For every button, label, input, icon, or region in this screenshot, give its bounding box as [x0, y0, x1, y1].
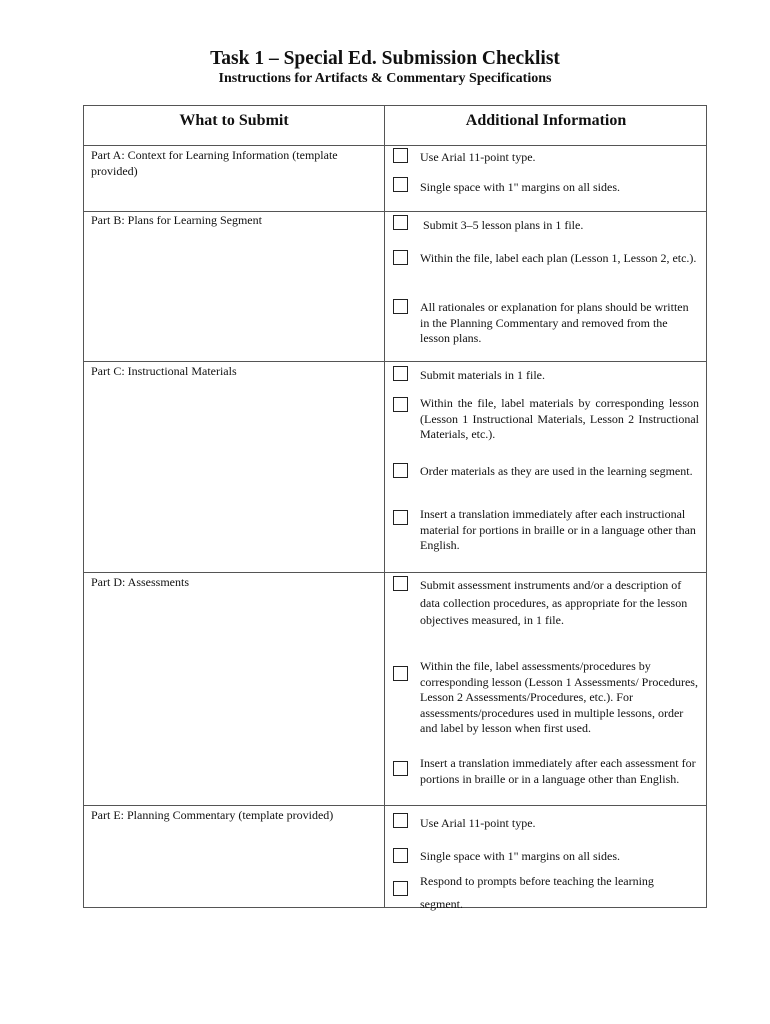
item-text: Use Arial 11-point type.	[420, 150, 536, 164]
checkbox[interactable]	[393, 761, 408, 776]
row-divider	[84, 361, 706, 362]
page-subtitle: Instructions for Artifacts & Commentary Specifications	[218, 71, 552, 86]
item-text: Submit assessment instruments and/or a description of data collection procedures, as appropriate for the lesson objectives measured, in 1 file.	[420, 578, 688, 627]
checkbox[interactable]	[393, 666, 408, 681]
checkbox[interactable]	[393, 148, 408, 163]
checkbox[interactable]	[393, 510, 408, 525]
item-text: Insert a translation immediately after each assessment for portions in braille or in a language other than English.	[420, 756, 696, 786]
checkbox[interactable]	[393, 463, 408, 478]
part-a-label: Part A: Context for Learning Information (template provided)	[91, 148, 338, 178]
page-title: Task 1 – Special Ed. Submission Checklist	[210, 48, 560, 69]
column-divider	[384, 106, 385, 907]
row-divider	[84, 805, 706, 806]
checkbox[interactable]	[393, 299, 408, 314]
checkbox[interactable]	[393, 813, 408, 828]
item-text: Respond to prompts before teaching the learning segment.	[420, 874, 654, 911]
checkbox[interactable]	[393, 250, 408, 265]
checkbox[interactable]	[393, 177, 408, 192]
part-c-label: Part C: Instructional Materials	[91, 364, 237, 378]
item-text: Single space with 1" margins on all sides.	[420, 849, 620, 863]
checkbox[interactable]	[393, 366, 408, 381]
checkbox[interactable]	[393, 397, 408, 412]
part-e-label: Part E: Planning Commentary (template provided)	[91, 808, 334, 822]
checklist-table	[83, 105, 707, 911]
part-d-label: Part D: Assessments	[91, 575, 190, 589]
item-text: Within the file, label materials by corresponding lesson (Lesson 1 Instructional Materials, Lesson 2 Instructional Materials, etc.).	[420, 396, 699, 441]
item-text: Insert a translation immediately after each instructional material for portions in braille or in a language other than English.	[420, 507, 696, 552]
item-text: Order materials as they are used in the learning segment.	[420, 464, 693, 478]
item-text: All rationales or explanation for plans should be written in the Planning Commentary and removed from the lesson plans.	[420, 300, 689, 345]
checkbox[interactable]	[393, 576, 408, 591]
item-text: Submit 3–5 lesson plans in 1 file.	[423, 218, 584, 232]
header-additional-information: Additional Information	[465, 112, 627, 129]
item-text: Use Arial 11-point type.	[420, 816, 536, 830]
checkbox[interactable]	[393, 215, 408, 230]
item-text: Submit materials in 1 file.	[420, 368, 545, 382]
checkbox[interactable]	[393, 848, 408, 863]
checkbox[interactable]	[393, 881, 408, 896]
item-text: Within the file, label assessments/procedures by corresponding lesson (Lesson 1 Assessments/ Procedures, Lesson 2 Assessments/Procedures, etc.). For assessments/procedures used in multiple lessons, order and label by lesson when first used.	[420, 659, 698, 735]
row-divider	[84, 572, 706, 573]
header-what-to-submit: What to Submit	[179, 112, 289, 129]
part-b-label: Part B: Plans for Learning Segment	[91, 213, 262, 227]
item-text: Single space with 1" margins on all sides.	[420, 180, 620, 194]
item-text: Within the file, label each plan (Lesson 1, Lesson 2, etc.).	[420, 251, 697, 265]
